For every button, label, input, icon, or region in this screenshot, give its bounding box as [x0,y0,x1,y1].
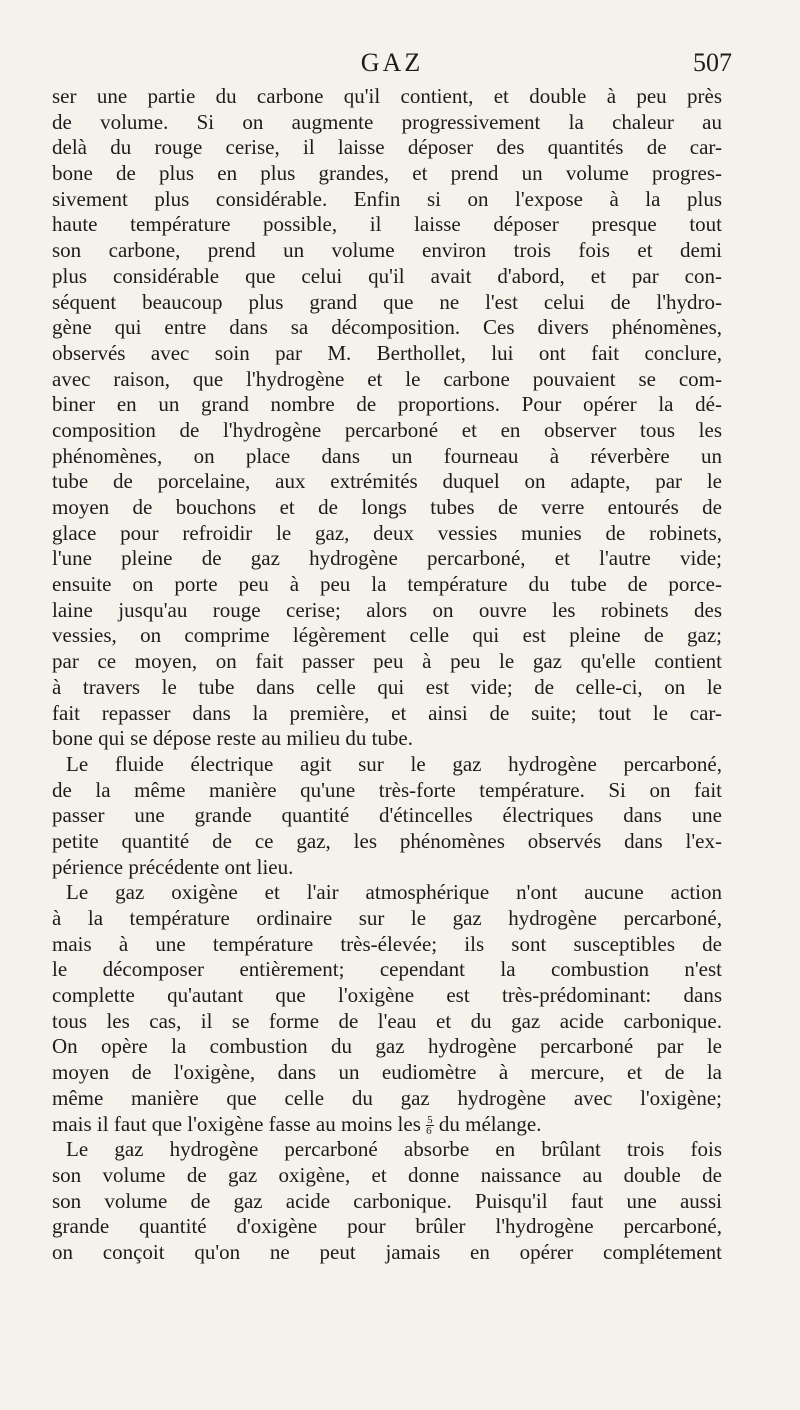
text-line: séquent beaucoup plus grand que ne l'est celui de l'hydro- [52,289,722,314]
text-line-with-fraction [52,1112,722,1138]
text-line: petite quantité de ce gaz, les phénomènes observés dans l'ex- [52,828,722,853]
text-line: même manière que celle du gaz hydrogène avec l'oxigène; [52,1085,722,1110]
text-line: à la température ordinaire sur le gaz hydrogène percarboné, [52,906,722,930]
page-number: 507 [693,48,732,77]
text-line: complette qu'autant que l'oxigène est très-prédominant: dans [52,983,722,1008]
text-line: le décomposer entièrement; cependant la combustion n'est [52,957,722,982]
text-line: laine jusqu'au rouge cerise; alors on ouvre les robinets des [52,597,722,622]
text-line: moyen de bouchons et de longs tubes de verre entourés de [52,495,722,519]
text-line: Le gaz hydrogène percarboné absorbe en brûlant trois fois [66,1137,722,1162]
text-line: Le fluide électrique agit sur le gaz hydrogène percarboné, [66,751,722,776]
text-segment: du mélange. [438,1111,542,1136]
text-line: avec raison, que l'hydrogène et le carbone pouvaient se com- [52,366,722,391]
text-line: mais à une température très-élevée; ils sont susceptibles de [52,931,722,956]
text-line: passer une grande quantité d'étincelles électriques dans une [52,803,722,828]
text-line: fait repasser dans la première, et ainsi de suite; tout le car- [52,700,722,725]
fraction-numerator: 5 [427,1114,433,1127]
text-line: biner en un grand nombre de proportions. Pour opérer la dé- [52,392,722,417]
text-line: vessies, on comprime légèrement celle qui est pleine de gaz; [52,623,722,648]
text-line: moyen de l'oxigène, dans un eudiomètre à mercure, et de la [52,1060,722,1085]
text-line: tube de porcelaine, aux extrémités duquel on adapte, par le [52,469,722,494]
text-line: l'une pleine de gaz hydrogène percarboné, et l'autre vide; [52,546,722,571]
body-text [52,84,722,1266]
text-line: grande quantité d'oxigène pour brûler l'hydrogène percarboné, [52,1214,722,1239]
running-head: GAZ [360,48,424,77]
text-line: plus considérable que celui qu'il avait d'abord, et par con- [52,263,722,288]
text-line: composition de l'hydrogène percarboné et en observer tous les [52,417,722,442]
text-line: glace pour refroidir le gaz, deux vessies munies de robinets, [52,520,722,545]
text-line: son volume de gaz oxigène, et donne naissance au double de [52,1162,722,1187]
text-line: bone qui se dépose reste au milieu du tube. [52,726,413,751]
text-line: delà du rouge cerise, il laisse déposer des quantités de car- [52,135,722,160]
text-line: gène qui entre dans sa décomposition. Ces divers phénomènes, [52,315,722,340]
fraction [426,1115,434,1136]
text-line: de la même manière qu'une très-forte température. Si on fait [52,777,722,802]
page-header [52,46,732,86]
text-line: sivement plus considérable. Enfin si on l'expose à la plus [52,186,722,211]
text-line: bone de plus en plus grandes, et prend un volume progres- [52,161,722,186]
text-line: ensuite on porte peu à peu la température du tube de porce- [52,572,722,597]
text-line: tous les cas, il se forme de l'eau et du gaz acide carbonique. [52,1008,722,1033]
text-line: son volume de gaz acide carbonique. Puisqu'il faut une aussi [52,1188,722,1213]
text-line: On opère la combustion du gaz hydrogène percarboné par le [52,1034,722,1059]
text-line: son carbone, prend un volume environ trois fois et demi [52,238,722,263]
text-line: phénomènes, on place dans un fourneau à réverbère un [52,443,722,468]
text-segment: mais il faut que l'oxigène fasse au moins les [52,1111,421,1136]
text-line: observés avec soin par M. Berthollet, lui ont fait conclure, [52,340,722,365]
text-line: à travers le tube dans celle qui est vide; de celle-ci, on le [52,674,722,699]
text-line: de volume. Si on augmente progressivement la chaleur au [52,109,722,134]
text-line: Le gaz oxigène et l'air atmosphérique n'ont aucune action [66,880,722,905]
text-line: périence précédente ont lieu. [52,854,294,879]
text-line: on conçoit qu'on ne peut jamais en opérer complétement [52,1239,722,1264]
text-line: ser une partie du carbone qu'il contient, et double à peu près [52,84,722,108]
text-line: haute température possible, il laisse déposer presque tout [52,212,722,237]
fraction-denominator: 6 [426,1125,432,1138]
text-line: par ce moyen, on fait passer peu à peu le gaz qu'elle contient [52,649,722,674]
